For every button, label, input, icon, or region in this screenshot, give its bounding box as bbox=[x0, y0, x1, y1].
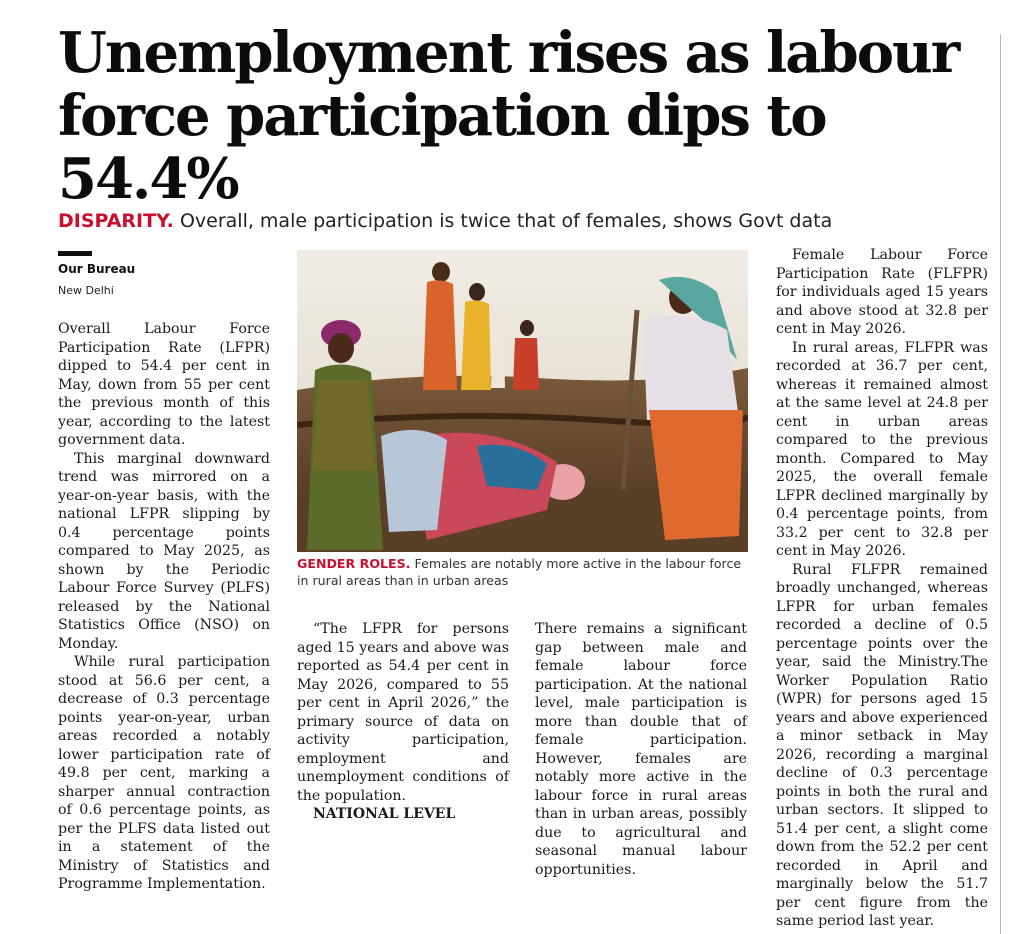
photo-caption bbox=[297, 555, 748, 589]
dateline: New Delhi bbox=[58, 284, 114, 297]
section-subheading: NATIONAL LEVEL bbox=[313, 806, 456, 822]
subheadline bbox=[58, 208, 998, 234]
caption-kicker: GENDER ROLES. bbox=[297, 556, 411, 571]
body-paragraph: This marginal downward trend was mirrored on a year-on-year basis, with the national LFPR slipping by 0.4 percentage points compared to May 2025, as shown by the Periodic Labour Force Survey (PLFS) released by the National Statistics Office (NSO) on Monday. bbox=[58, 450, 270, 652]
body-column-4 bbox=[776, 246, 988, 931]
body-paragraph: Female Labour Force Participation Rate (FLFPR) for individuals aged 15 years and above stood at 32.8 per cent in May 2026. bbox=[776, 247, 988, 337]
headline: Unemployment rises as labour force participation dips to 54.4% bbox=[58, 20, 959, 212]
body-paragraph: There remains a significant gap between male and female labour force participation. At the national level, male participation is more than double that of female participation. However, females are notably more active in the labour force in rural areas than in urban areas, possibly due to agricultural and seasonal manual labour opportunities. bbox=[535, 621, 747, 878]
workers-photo-illustration bbox=[297, 250, 748, 552]
body-column-2 bbox=[297, 620, 509, 824]
body-paragraph: In rural areas, FLFPR was recorded at 36.7 per cent, whereas it remained almost at the same level at 24.8 per cent in urban areas compared to the previous month. Compared to May 2025, the overall female LFPR declined marginally by 0.4 percentage points, from 33.2 per cent to 32.8 per cent in May 2026. bbox=[776, 339, 988, 559]
body-column-3 bbox=[535, 620, 747, 879]
body-paragraph: “The LFPR for persons aged 15 years and above was reported as 54.4 per cent in May 2026, compared to 55 per cent in April 2026,” the primary source of data on activity participation, employment and unemployment conditions of the population. bbox=[297, 621, 509, 804]
subhead-kicker: DISPARITY. bbox=[58, 210, 174, 232]
column-divider bbox=[1000, 34, 1001, 934]
subhead-text: Overall, male participation is twice that of females, shows Govt data bbox=[173, 210, 833, 232]
body-paragraph: Rural FLFPR remained broadly unchanged, whereas LFPR for urban females recorded a decline of 0.5 percentage points over the year, said the Ministry.The Worker Population Ratio (WPR) for persons aged 15 years and above experienced a minor setback in May 2026, recording a marginal decline of 0.3 percentage points in both the rural and urban sectors. It slipped to 51.4 per cent, a slight come down from the 52.2 per cent recorded in April and marginally below the 51.7 per cent figure from the same period last year. bbox=[776, 561, 988, 929]
byline: Our Bureau bbox=[58, 262, 136, 276]
body-column-1 bbox=[58, 320, 270, 894]
body-paragraph: Overall Labour Force Participation Rate (LFPR) dipped to 54.4 per cent in May, down from 55 per cent the previous month of this year, according to the latest government data. bbox=[58, 321, 270, 448]
article-photo bbox=[297, 250, 748, 552]
byline-rule bbox=[58, 251, 92, 256]
body-paragraph: While rural participation stood at 56.6 per cent, a decrease of 0.3 percentage points year-on-year, urban areas recorded a notably lower participation rate of 49.8 per cent, marking a sharper annual contraction of 0.6 percentage points, as per the PLFS data listed out in a statement of the Ministry of Statistics and Programme Implementation. bbox=[58, 654, 270, 892]
caption-text: Females are notably more active in the labour force in rural areas than in urban areas bbox=[297, 556, 742, 588]
